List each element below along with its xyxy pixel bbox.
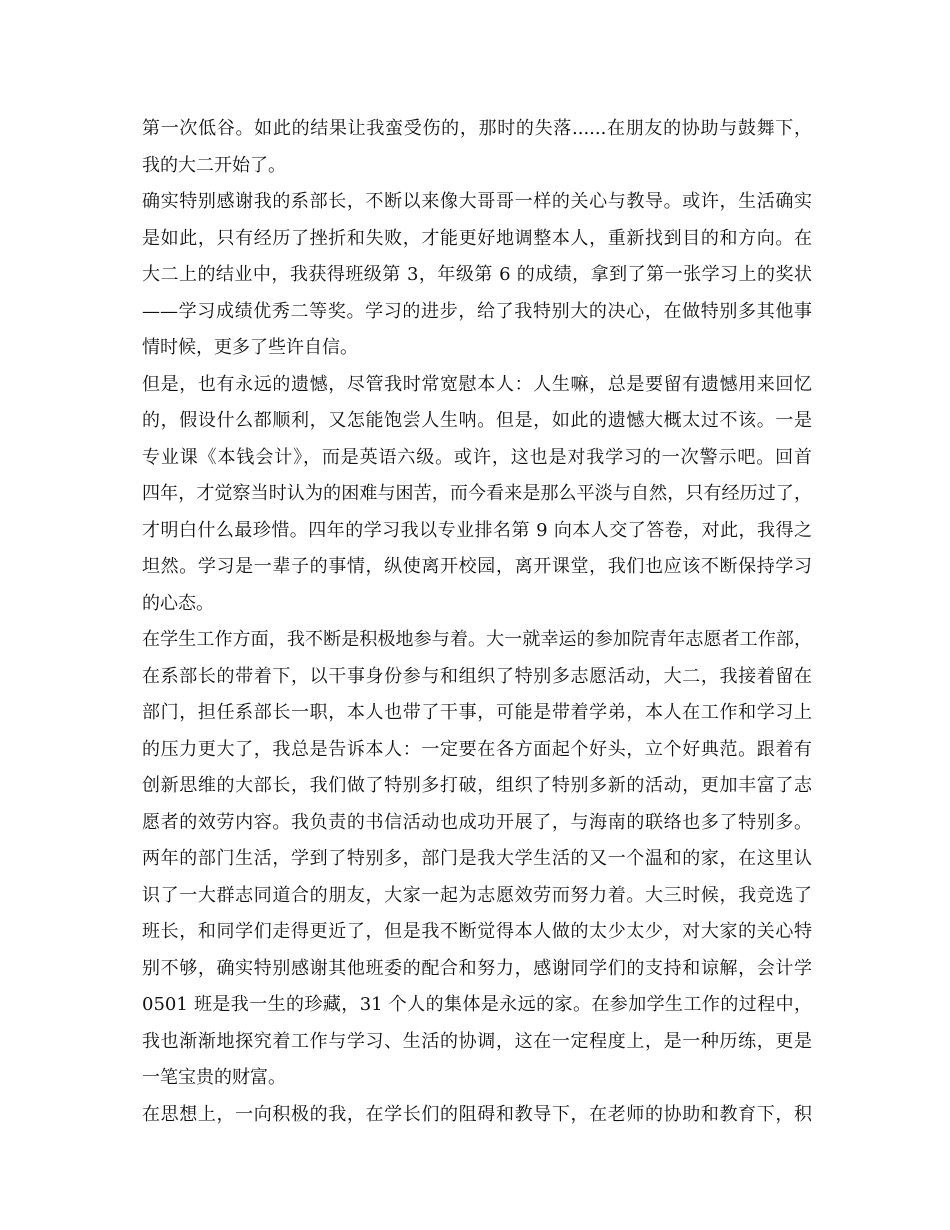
text-line: 0501 班是我一生的珍藏，31 个人的集体是永远的家。在参加学生工作的过程中， xyxy=(142,994,812,1015)
text-line: 班长，和同学们走得更近了，但是我不断觉得本人做的太少太少，对大家的关心特 xyxy=(142,921,812,942)
text-line: 的，假设什么都顺利，又怎能饱尝人生呐。但是，如此的遗憾大概太过不该。一是 xyxy=(142,410,812,431)
text-line: 才明白什么最珍惜。四年的学习我以专业排名第 9 向本人交了答卷，对此，我得之 xyxy=(142,519,812,541)
text-line: 我的大二开始了。 xyxy=(142,154,286,176)
text-line: 专业课《本钱会计》，而是英语六级。或许，这也是对我学习的一次警示吧。回首 xyxy=(142,446,812,468)
text-line: 情时候，更多了些许自信。 xyxy=(142,337,358,358)
text-line: 大二上的结业中，我获得班级第 3，年级第 6 的成绩，拿到了第一张学习上的奖状 xyxy=(142,264,812,285)
text-line: 的压力更大了，我总是告诉本人：一定要在各方面起个好头，立个好典范。跟着有 xyxy=(142,738,812,760)
body-text xyxy=(142,111,812,1133)
text-line: ——学习成绩优秀二等奖。学习的进步，给了我特别大的决心，在做特别多其他事 xyxy=(142,300,812,322)
text-line: 但是，也有永远的遗憾，尽管我时常宽慰本人：人生嘛，总是要留有遗憾用来回忆 xyxy=(142,373,812,395)
text-line: 两年的部门生活，学到了特别多，部门是我大学生活的又一个温和的家，在这里认 xyxy=(142,848,812,869)
text-line: 愿者的效劳内容。我负责的书信活动也成功开展了，与海南的联络也多了特别多。 xyxy=(142,811,812,833)
text-line: 坦然。学习是一辈子的事情，纵使离开校园，离开课堂，我们也应该不断保持学习 xyxy=(142,556,812,577)
text-line: 的心态。 xyxy=(142,592,214,614)
text-line: 在思想上，一向积极的我，在学长们的阻碍和教导下，在老师的协助和教育下，积 xyxy=(142,1103,812,1125)
text-line: 识了一大群志同道合的朋友，大家一起为志愿效劳而努力着。大三时候，我竞选了 xyxy=(142,884,812,906)
text-line: 确实特别感谢我的系部长，不断以来像大哥哥一样的关心与教导。或许，生活确实 xyxy=(142,191,812,212)
text-line: 别不够，确实特别感谢其他班委的配合和努力，感谢同学们的支持和谅解，会计学 xyxy=(142,957,812,979)
text-line: 在系部长的带着下，以干事身份参与和组织了特别多志愿活动，大二，我接着留在 xyxy=(142,665,812,687)
text-line: 我也渐渐地探究着工作与学习、生活的协调，这在一定程度上，是一种历练，更是 xyxy=(142,1030,812,1052)
text-line: 四年，才觉察当时认为的困难与困苦，而今看来是那么平淡与自然，只有经历过了， xyxy=(142,483,812,504)
text-line: 一笔宝贵的财富。 xyxy=(142,1067,286,1088)
text-line: 是如此，只有经历了挫折和失败，才能更好地调整本人，重新找到目的和方向。在 xyxy=(142,227,812,249)
text-line: 在学生工作方面，我不断是积极地参与着。大一就幸运的参加院青年志愿者工作部， xyxy=(142,629,812,650)
text-line: 创新思维的大部长，我们做了特别多打破，组织了特别多新的活动，更加丰富了志 xyxy=(142,775,812,796)
text-line: 部门，担任系部长一职，本人也带了干事，可能是带着学弟，本人在工作和学习上 xyxy=(142,702,812,723)
text-line: 第一次低谷。如此的结果让我蛮受伤的，那时的失落......在朋友的协助与鼓舞下， xyxy=(142,118,812,139)
